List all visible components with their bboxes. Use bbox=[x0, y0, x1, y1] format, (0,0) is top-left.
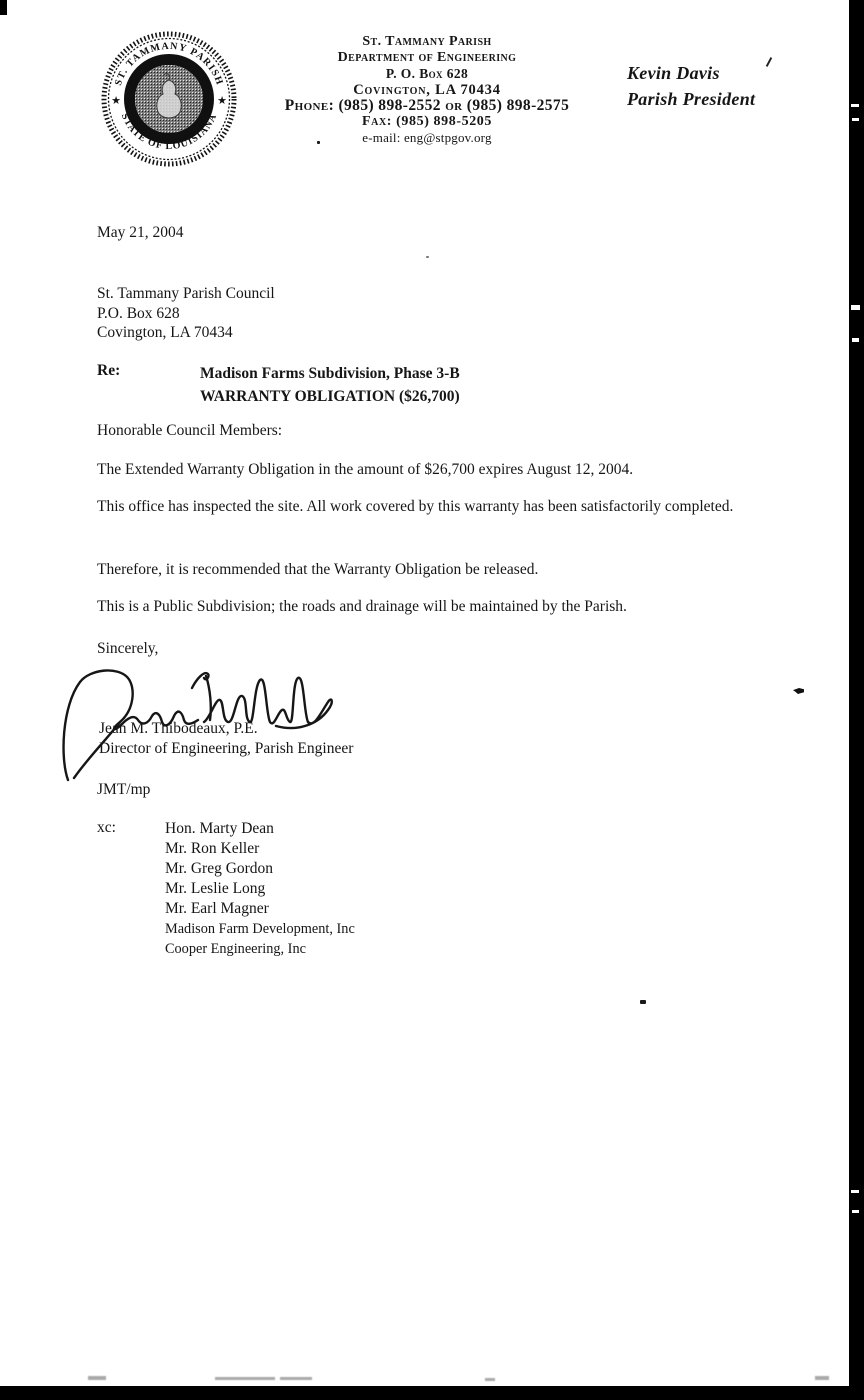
cc-item: Mr. Greg Gordon bbox=[165, 860, 274, 877]
parish-seal-graphic bbox=[100, 30, 238, 168]
scan-artifact-smudge bbox=[88, 1376, 106, 1380]
letterhead-po-box: P. O. Box 628 bbox=[385, 66, 469, 81]
cc-item: Mr. Ron Keller bbox=[165, 840, 260, 857]
parish-president-block bbox=[627, 60, 755, 112]
letterhead-block bbox=[232, 34, 622, 145]
cc-item: Hon. Marty Dean bbox=[165, 820, 274, 837]
recipient-line: P.O. Box 628 bbox=[97, 304, 180, 322]
paragraph: Therefore, it is recommended that the Warranty Obligation be released. bbox=[97, 561, 539, 578]
seal-bottom-text: STATE OF LOUISIANA bbox=[118, 111, 220, 153]
recipient-address-block bbox=[97, 284, 275, 343]
official-title: Parish President bbox=[627, 89, 756, 109]
letterhead-email: e-mail: eng@stpgov.org bbox=[362, 130, 492, 145]
scan-artifact-smudge bbox=[485, 1378, 495, 1381]
cc-item: Cooper Engineering, Inc bbox=[165, 941, 306, 957]
closing: Sincerely, bbox=[97, 640, 159, 657]
parish-seal bbox=[100, 30, 238, 168]
letterhead-phone: Phone: (985) 898-2552 or (985) 898-2575 bbox=[284, 97, 570, 114]
cc-label: xc: bbox=[97, 819, 116, 836]
scan-artifact-white-speck bbox=[851, 1190, 859, 1193]
signer-name: Jean M. Thibodeaux, P.E. bbox=[99, 720, 258, 737]
salutation: Honorable Council Members: bbox=[97, 422, 283, 439]
re-subject-line-2: WARRANTY OBLIGATION ($26,700) bbox=[200, 388, 460, 405]
re-subject-block bbox=[200, 362, 460, 408]
scan-artifact-white-speck bbox=[851, 104, 859, 107]
signer-title: Director of Engineering, Parish Engineer bbox=[99, 740, 354, 757]
letterhead-fax: Fax: (985) 898-5205 bbox=[361, 114, 493, 129]
re-subject-line-1: Madison Farms Subdivision, Phase 3-B bbox=[200, 365, 460, 382]
letterhead-city: Covington, LA 70434 bbox=[353, 82, 501, 98]
letter-date: May 21, 2004 bbox=[97, 224, 184, 241]
scan-artifact-speck bbox=[317, 141, 320, 144]
recipient-line: St. Tammany Parish Council bbox=[97, 285, 275, 302]
scan-artifact-slash bbox=[766, 57, 772, 67]
seal-star-right-icon: ★ bbox=[217, 95, 227, 107]
seal-star-left-icon: ★ bbox=[111, 95, 121, 107]
scan-artifact-speck bbox=[426, 256, 429, 258]
scan-artifact-white-speck bbox=[852, 118, 859, 121]
seal-top-text: ST. TAMMANY PARISH bbox=[112, 40, 226, 88]
paragraph: This is a Public Subdivision; the roads and drainage will be maintained by the Parish. bbox=[97, 598, 627, 615]
scan-artifact-smudge bbox=[215, 1377, 275, 1380]
cc-list bbox=[165, 819, 355, 959]
scan-artifact-blob bbox=[793, 688, 804, 694]
scan-artifact-smudge bbox=[280, 1377, 312, 1380]
scan-artifact-white-speck bbox=[852, 338, 859, 342]
official-name: Kevin Davis bbox=[627, 63, 720, 83]
letterhead-org-name: St. Tammany Parish bbox=[362, 34, 492, 49]
cc-item: Mr. Earl Magner bbox=[165, 900, 269, 917]
paragraph: The Extended Warranty Obligation in the amount of $26,700 expires August 12, 2004. bbox=[97, 461, 634, 478]
re-label: Re: bbox=[97, 362, 121, 379]
scan-artifact-white-speck bbox=[852, 1210, 859, 1213]
scan-artifact-smudge bbox=[815, 1376, 829, 1380]
scan-artifact-corner bbox=[0, 0, 7, 15]
letterhead-department: Department of Engineering bbox=[337, 50, 517, 65]
typist-initials: JMT/mp bbox=[97, 781, 151, 798]
scan-artifact-white-speck bbox=[851, 305, 860, 310]
cc-item: Madison Farm Development, Inc bbox=[165, 921, 355, 937]
recipient-line: Covington, LA 70434 bbox=[97, 324, 233, 341]
cc-item: Mr. Leslie Long bbox=[165, 880, 266, 897]
scan-edge-bottom bbox=[0, 1386, 864, 1400]
scan-artifact-speck bbox=[640, 1000, 646, 1004]
paragraph: This office has inspected the site. All work covered by this warranty has been satisfactorily completed. bbox=[97, 498, 734, 515]
